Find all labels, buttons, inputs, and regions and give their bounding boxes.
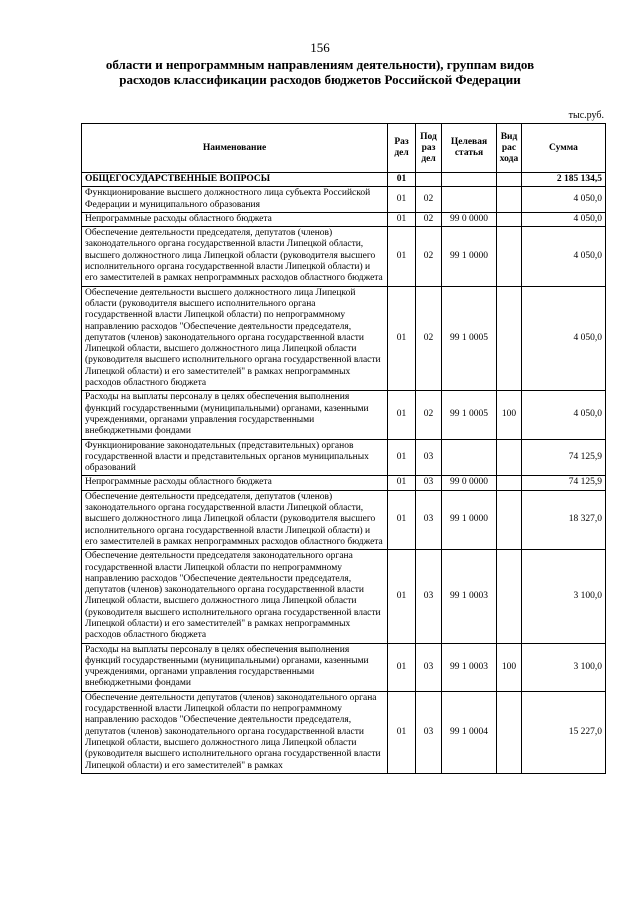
cell-name: Функционирование высшего должностного лица субъекта Российской Федерации и муниципального образования (82, 187, 388, 213)
cell-podrazdel: 02 (416, 187, 442, 213)
cell-razdel: 01 (388, 286, 416, 391)
cell-name: Непрограммные расходы областного бюджета (82, 212, 388, 226)
cell-razdel: 01 (388, 391, 416, 439)
cell-podrazdel: 02 (416, 227, 442, 286)
cell-target: 99 0 0000 (442, 212, 497, 226)
cell-razdel: 01 (388, 550, 416, 643)
table-row (82, 490, 606, 549)
cell-sum: 4 050,0 (522, 227, 606, 286)
cell-podrazdel: 03 (416, 439, 442, 476)
cell-sum: 18 327,0 (522, 490, 606, 549)
cell-podrazdel: 03 (416, 643, 442, 691)
header-razdel: Раз дел (388, 124, 416, 173)
cell-podrazdel: 02 (416, 286, 442, 391)
cell-name: Обеспечение деятельности депутатов (членов) законодательного органа государственной власти Липецкой области по непрограммному направлению расходов "Обеспечение деятельности председателя, депутатов (членов) законодательного органа государственной власти Липецкой области, высшего должностного лица Липецкой области (руководителя высшего исполнительного органа государственной власти Липецкой области) и его заместителей" в рамках (82, 691, 388, 773)
cell-razdel: 01 (388, 439, 416, 476)
cell-vid (497, 187, 522, 213)
cell-sum: 3 100,0 (522, 643, 606, 691)
cell-sum: 3 100,0 (522, 550, 606, 643)
cell-name: Обеспечение деятельности председателя законодательного органа государственной власти Липецкой области по непрограммному направлению расходов "Обеспечение деятельности председателя, депутатов (членов) законодательного органа государственной власти Липецкой области, высшего должностного лица Липецкой области (руководителя высшего исполнительного органа государственной власти Липецкой области) и его заместителей" в рамках непрограммных расходов областного бюджета (82, 550, 388, 643)
cell-target: 99 1 0004 (442, 691, 497, 773)
header-vid: Вид рас хода (497, 124, 522, 173)
cell-target (442, 187, 497, 213)
table-row (82, 212, 606, 226)
cell-vid: 100 (497, 391, 522, 439)
cell-vid (497, 691, 522, 773)
table-header-row (82, 124, 606, 173)
table-row (82, 476, 606, 490)
table-row (82, 691, 606, 773)
cell-vid (497, 286, 522, 391)
heading-line: области и непрограммным направлениям деятельности), группам видов (105, 57, 535, 72)
document-heading (40, 57, 600, 87)
page-number: 156 (310, 40, 330, 55)
cell-target: 99 1 0003 (442, 643, 497, 691)
cell-target: 99 1 0003 (442, 550, 497, 643)
cell-razdel: 01 (388, 490, 416, 549)
cell-name: Расходы на выплаты персоналу в целях обеспечения выполнения функций государственными (муниципальными) органами, казенными учреждениями, органами управления государственными внебюджетными фондами (82, 643, 388, 691)
cell-podrazdel: 02 (416, 391, 442, 439)
cell-razdel: 01 (388, 643, 416, 691)
cell-name: Обеспечение деятельности высшего должностного лица Липецкой области (руководителя высшего исполнительного органа государственной власти Липецкой области) по непрограммному направлению расходов "Обеспечение деятельности председателя, депутатов (членов) законодательного органа государственной власти Липецкой области, высшего должностного лица Липецкой области (руководителя высшего исполнительного органа государственной власти Липецкой области) и его заместителей" в рамках непрограммных расходов областного бюджета (82, 286, 388, 391)
cell-name: Функционирование законодательных (представительных) органов государственной власти и представительных органов муниципальных образований (82, 439, 388, 476)
cell-vid (497, 550, 522, 643)
cell-sum: 4 050,0 (522, 286, 606, 391)
cell-sum: 4 050,0 (522, 212, 606, 226)
cell-razdel: 01 (388, 187, 416, 213)
cell-vid (497, 490, 522, 549)
cell-razdel: 01 (388, 691, 416, 773)
cell-podrazdel: 03 (416, 490, 442, 549)
cell-name: ОБЩЕГОСУДАРСТВЕННЫЕ ВОПРОСЫ (82, 173, 388, 187)
cell-podrazdel: 03 (416, 476, 442, 490)
cell-podrazdel: 02 (416, 212, 442, 226)
table-row (82, 550, 606, 643)
cell-sum: 4 050,0 (522, 391, 606, 439)
cell-sum: 74 125,9 (522, 476, 606, 490)
cell-razdel: 01 (388, 227, 416, 286)
cell-razdel: 01 (388, 476, 416, 490)
cell-podrazdel: 03 (416, 550, 442, 643)
header-target: Целевая статья (442, 124, 497, 173)
table-row (82, 173, 606, 187)
cell-target (442, 173, 497, 187)
table-row (82, 391, 606, 439)
cell-razdel: 01 (388, 212, 416, 226)
cell-sum: 74 125,9 (522, 439, 606, 476)
heading-line: расходов классификации расходов бюджетов Российской Федерации (119, 72, 521, 87)
budget-table (81, 123, 606, 774)
header-podrazdel: Под раз дел (416, 124, 442, 173)
table-row (82, 187, 606, 213)
cell-target: 99 0 0000 (442, 476, 497, 490)
table-row (82, 439, 606, 476)
cell-sum: 4 050,0 (522, 187, 606, 213)
header-sum: Сумма (522, 124, 606, 173)
cell-name: Непрограммные расходы областного бюджета (82, 476, 388, 490)
cell-vid: 100 (497, 643, 522, 691)
cell-target: 99 1 0000 (442, 227, 497, 286)
cell-vid (497, 173, 522, 187)
cell-name: Обеспечение деятельности председателя, депутатов (членов) законодательного органа государственной власти Липецкой области, высшего должностного лица Липецкой области (руководителя высшего исполнительного органа государственной власти Липецкой области) и его заместителей в рамках непрограммных расходов областного бюджета (82, 227, 388, 286)
cell-vid (497, 439, 522, 476)
cell-sum: 2 185 134,5 (522, 173, 606, 187)
cell-target: 99 1 0005 (442, 286, 497, 391)
cell-name: Обеспечение деятельности председателя, депутатов (членов) законодательного органа государственной власти Липецкой области, высшего должностного лица Липецкой области (руководителя высшего исполнительного органа государственной власти Липецкой области) и его заместителей в рамках непрограммных расходов областного бюджета (82, 490, 388, 549)
unit-note: тыс.руб. (568, 110, 604, 121)
cell-name: Расходы на выплаты персоналу в целях обеспечения выполнения функций государственными (муниципальными) органами, казенными учреждениями, органами управления государственными внебюджетными фондами (82, 391, 388, 439)
cell-razdel: 01 (388, 173, 416, 187)
table-row (82, 286, 606, 391)
table-row (82, 227, 606, 286)
cell-podrazdel: 03 (416, 691, 442, 773)
cell-target: 99 1 0005 (442, 391, 497, 439)
cell-vid (497, 476, 522, 490)
header-name: Наименование (82, 124, 388, 173)
cell-podrazdel (416, 173, 442, 187)
cell-sum: 15 227,0 (522, 691, 606, 773)
cell-vid (497, 212, 522, 226)
cell-target: 99 1 0000 (442, 490, 497, 549)
cell-vid (497, 227, 522, 286)
cell-target (442, 439, 497, 476)
table-row (82, 643, 606, 691)
